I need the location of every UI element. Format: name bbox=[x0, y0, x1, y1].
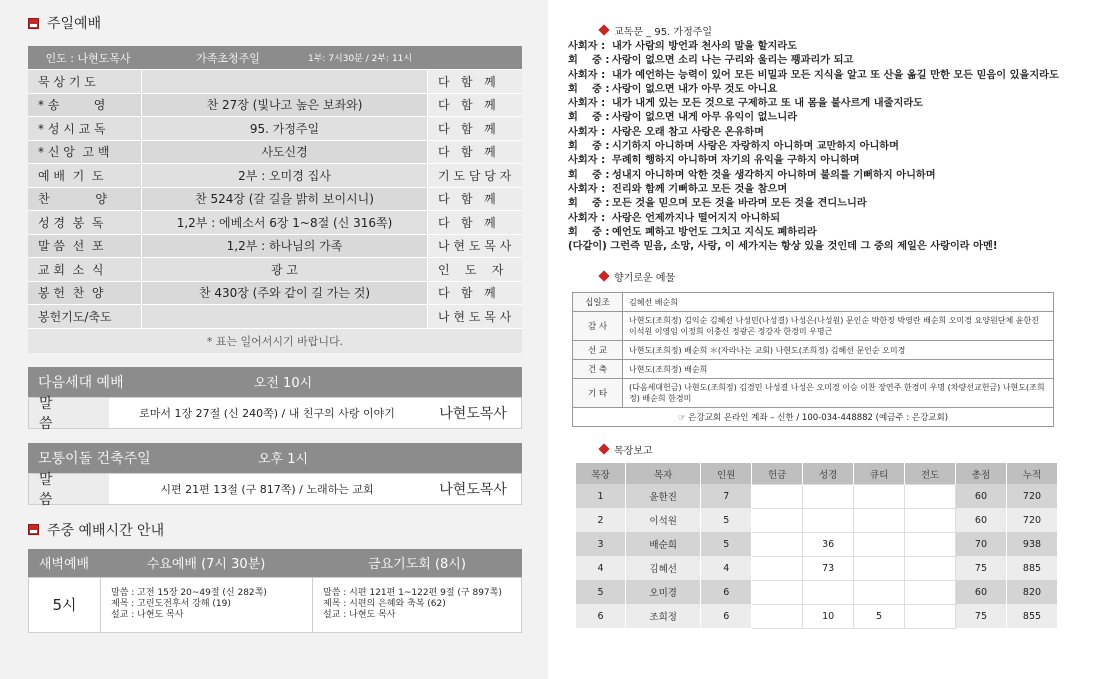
right-panel bbox=[560, 0, 1100, 679]
litany-speaker: 회 중 : bbox=[568, 169, 610, 181]
litany-text-line: 내가 예언하는 능력이 있어 모든 비밀과 모든 지식을 알고 또 산을 옮길 만한 모든 믿음이 있을지라도 bbox=[612, 69, 1059, 81]
pastoral-cell: 5 bbox=[701, 532, 752, 556]
offering-names: (다음세대헌금) 나현도(조희정) 김경민 나성결 나성은 오미경 이승 이찬 장연주 한경미 우명 (차량선교헌금) 나현도(조희정) 배순희 한경미 bbox=[623, 379, 1054, 408]
pastoral-cell bbox=[752, 556, 803, 580]
worship-content: 찬 430장 (주와 같이 길 가는 것) bbox=[142, 282, 428, 305]
pastoral-row bbox=[576, 508, 1058, 532]
diamond-icon bbox=[598, 24, 609, 35]
litany-line bbox=[568, 226, 1100, 240]
litany-line bbox=[568, 183, 1100, 197]
litany-text-line: 시기하지 아니하며 사랑은 자랑하지 아니하며 교만하지 아니하며 bbox=[612, 141, 899, 153]
worship-item: * 성 시 교 독 bbox=[28, 117, 142, 140]
worship-who: 다 함 께 bbox=[428, 94, 522, 117]
litany-text-line: 내가 내게 있는 모든 것으로 구제하고 또 내 몸을 불사르게 내줄지라도 bbox=[612, 98, 924, 110]
worship-content: 사도신경 bbox=[142, 141, 428, 164]
worship-item: 봉 헌 찬 양 bbox=[28, 282, 142, 305]
pastoral-cell: 10 bbox=[803, 604, 854, 628]
dawn-header: 새벽예배 bbox=[38, 557, 90, 572]
pastoral-cell bbox=[854, 580, 905, 604]
offering-names: 김혜선 배순희 bbox=[623, 293, 1054, 312]
litany-text-line: 사랑이 없으면 내가 아무 것도 아니요 bbox=[612, 83, 778, 95]
offering-kind: 감 사 bbox=[573, 312, 623, 341]
pastoral-header-cell: 총점 bbox=[956, 463, 1007, 484]
offering-kind: 기 타 bbox=[573, 379, 623, 408]
litany-line bbox=[568, 69, 1100, 83]
offering-footer-row bbox=[573, 408, 1054, 427]
worship-content: 찬 27장 (빛나고 높은 보좌와) bbox=[142, 94, 428, 117]
pastoral-cell: 75 bbox=[956, 556, 1007, 580]
pastoral-cell bbox=[803, 484, 854, 508]
worship-leader: 인도 : 나현도목사 bbox=[45, 51, 131, 65]
wed-preacher: 설교 : 나현도 목사 bbox=[111, 609, 184, 620]
worship-section-title bbox=[28, 10, 522, 36]
next-gen-content: 로마서 1장 27절 (신 240쪽) / 내 친구의 사랑 이야기 bbox=[139, 406, 395, 420]
litany-line bbox=[568, 97, 1100, 111]
pastoral-cell bbox=[905, 580, 956, 604]
litany-speaker: 회 중 : bbox=[568, 198, 610, 210]
pastoral-cell bbox=[803, 508, 854, 532]
pastoral-table bbox=[576, 463, 1058, 629]
pastoral-cell: 60 bbox=[956, 484, 1007, 508]
pastoral-cell: 1 bbox=[576, 484, 626, 508]
offering-title-row bbox=[600, 268, 1100, 284]
litany-text-line: 진리와 함께 기뻐하고 모든 것을 참으며 bbox=[612, 183, 788, 195]
pastoral-cell bbox=[905, 532, 956, 556]
pastoral-cell: 오미경 bbox=[626, 580, 701, 604]
litany-line bbox=[568, 169, 1100, 183]
left-panel bbox=[0, 0, 548, 679]
pastoral-cell: 4 bbox=[701, 556, 752, 580]
weekly-table bbox=[28, 549, 522, 633]
worship-who: 인 도 자 bbox=[428, 258, 522, 281]
worship-who: 기 도 담 당 자 bbox=[428, 164, 522, 187]
pastoral-row bbox=[576, 604, 1058, 628]
bullet-icon bbox=[28, 18, 39, 29]
worship-item: * 신 앙 고 백 bbox=[28, 141, 142, 164]
pastoral-cell: 5 bbox=[854, 604, 905, 628]
worship-row bbox=[28, 282, 522, 306]
litany-title-row bbox=[600, 22, 1100, 38]
litany-text-line: 사랑이 없으면 내게 아무 유익이 없느니라 bbox=[612, 112, 798, 124]
offering-row bbox=[573, 341, 1054, 360]
worship-content: 1,2부 : 하나님의 가족 bbox=[142, 235, 428, 258]
worship-row bbox=[28, 235, 522, 259]
pastoral-row bbox=[576, 532, 1058, 556]
worship-content: 찬 524장 (갈 길을 밝히 보이시니) bbox=[142, 188, 428, 211]
next-gen-title: 다음세대 예배 bbox=[38, 374, 124, 391]
pastoral-cell: 5 bbox=[576, 580, 626, 604]
pastoral-header-cell: 누적 bbox=[1006, 463, 1057, 484]
pastoral-cell: 820 bbox=[1006, 580, 1057, 604]
worship-who: 다 함 께 bbox=[428, 188, 522, 211]
diamond-icon bbox=[598, 271, 609, 282]
litany-line bbox=[568, 140, 1100, 154]
offering-section bbox=[568, 268, 1100, 427]
offering-row bbox=[573, 360, 1054, 379]
litany-line bbox=[568, 126, 1100, 140]
worship-who: 다 함 께 bbox=[428, 70, 522, 93]
worship-who: 다 함 께 bbox=[428, 282, 522, 305]
worship-row bbox=[28, 94, 522, 118]
worship-row bbox=[28, 70, 522, 94]
pastoral-row bbox=[576, 580, 1058, 604]
worship-content: 광 고 bbox=[142, 258, 428, 281]
worship-row bbox=[28, 188, 522, 212]
litany-line bbox=[568, 83, 1100, 97]
litany-speaker: 회 중 : bbox=[568, 83, 610, 95]
pastoral-cell: 조희정 bbox=[626, 604, 701, 628]
pastoral-cell: 김혜선 bbox=[626, 556, 701, 580]
dawn-time: 5시 bbox=[29, 578, 101, 632]
worship-who: 다 함 께 bbox=[428, 211, 522, 234]
worship-item: 말 씀 선 포 bbox=[28, 235, 142, 258]
pastoral-cell bbox=[752, 580, 803, 604]
litany-line bbox=[568, 240, 1100, 254]
litany-speaker: 사회자 : bbox=[568, 183, 606, 195]
worship-content bbox=[142, 305, 428, 328]
offering-table bbox=[572, 292, 1054, 427]
weekly-section-title bbox=[28, 517, 522, 543]
pastoral-cell bbox=[905, 484, 956, 508]
litany-speaker: 사회자 : bbox=[568, 98, 606, 110]
pastoral-cell: 720 bbox=[1006, 484, 1057, 508]
pastoral-title: 목장보고 bbox=[614, 445, 653, 457]
litany-speaker: 회 중 : bbox=[568, 141, 610, 153]
pastoral-header-cell: 큐티 bbox=[854, 463, 905, 484]
pastoral-cell bbox=[854, 508, 905, 532]
pastoral-cell: 855 bbox=[1006, 604, 1057, 628]
pastoral-cell bbox=[752, 532, 803, 556]
weekly-body bbox=[28, 577, 522, 633]
pastoral-row bbox=[576, 556, 1058, 580]
offering-kind: 선 교 bbox=[573, 341, 623, 360]
pastoral-cell: 938 bbox=[1006, 532, 1057, 556]
worship-row bbox=[28, 211, 522, 235]
weekly-header bbox=[28, 549, 522, 577]
worship-item: 묵 상 기 도 bbox=[28, 70, 142, 93]
pastoral-section bbox=[568, 441, 1100, 629]
worship-who: 다 함 께 bbox=[428, 141, 522, 164]
litany-text-line: (다같이) 그런즉 믿음, 소망, 사랑, 이 세가지는 항상 있을 것인데 그 중의 제일은 사랑이라 아멘! bbox=[568, 241, 998, 253]
fri-header: 금요기도회 (8시) bbox=[368, 557, 466, 572]
worship-theme: 가족초청주일 bbox=[196, 51, 260, 65]
offering-kind: 십일조 bbox=[573, 293, 623, 312]
pastoral-header-cell: 목자 bbox=[626, 463, 701, 484]
bullet-icon bbox=[28, 524, 39, 535]
litany-text-line: 모든 것을 믿으며 모든 것을 바라며 모든 것을 견디느니라 bbox=[612, 198, 867, 210]
worship-item: 찬 양 bbox=[28, 188, 142, 211]
worship-who: 나 현 도 목 사 bbox=[428, 305, 522, 328]
offering-names: 나현도(조희정) 김익순 김혜선 나성민(나성결) 나성은(나성원) 문인순 박한정 박영란 배순희 오미경 요양원단체 윤한진 이석원 이영임 이정희 이충신 정광곤 정강자 한경미 우명근 bbox=[623, 312, 1054, 341]
litany-line bbox=[568, 212, 1100, 226]
worship-row bbox=[28, 305, 522, 329]
litany-speaker: 회 중 : bbox=[568, 112, 610, 124]
litany-text-line: 사랑은 오래 참고 사랑은 온유하며 bbox=[612, 126, 764, 138]
pastoral-cell: 6 bbox=[701, 604, 752, 628]
worship-row bbox=[28, 164, 522, 188]
worship-times: 1부: 7시30분 / 2부: 11시 bbox=[308, 54, 413, 64]
worship-content: 1,2부 : 에베소서 6장 1~8절 (신 316쪽) bbox=[142, 211, 428, 234]
fri-scripture: 말씀 : 시편 121편 1~122편 9절 (구 897쪽) bbox=[323, 587, 502, 598]
worship-note: * 표는 일어서시기 바랍니다. bbox=[28, 329, 522, 353]
litany-speaker: 회 중 : bbox=[568, 226, 610, 238]
pastoral-cell bbox=[905, 556, 956, 580]
pastoral-cell: 70 bbox=[956, 532, 1007, 556]
fri-details bbox=[313, 578, 521, 632]
litany-speaker: 사회자 : bbox=[568, 69, 606, 81]
pastoral-cell: 4 bbox=[576, 556, 626, 580]
litany-text-line: 사랑이 없으면 소리 나는 구리와 울리는 꽹과리가 되고 bbox=[612, 55, 854, 67]
pastoral-cell: 60 bbox=[956, 508, 1007, 532]
building-body bbox=[28, 471, 522, 508]
next-gen-time: 오전 10시 bbox=[253, 376, 313, 391]
pastoral-cell: 배순희 bbox=[626, 532, 701, 556]
next-gen-label: 말 씀 bbox=[29, 398, 109, 428]
pastoral-cell: 720 bbox=[1006, 508, 1057, 532]
diamond-icon bbox=[598, 444, 609, 455]
pastoral-cell: 이석원 bbox=[626, 508, 701, 532]
offering-kind: 건 축 bbox=[573, 360, 623, 379]
litany-line bbox=[568, 54, 1100, 68]
litany-text-line: 성내지 아니하며 악한 것을 생각하지 아니하며 불의를 기뻐하지 아니하며 bbox=[612, 169, 936, 181]
pastoral-cell bbox=[752, 508, 803, 532]
pastoral-header-cell: 전도 bbox=[905, 463, 956, 484]
offering-account: ☞ 은강교회 온라인 계좌 – 신한 / 100-034-448882 (예금주 : 은강교회) bbox=[573, 408, 1054, 427]
worship-content: 2부 : 오미경 집사 bbox=[142, 164, 428, 187]
litany-speaker: 사회자 : bbox=[568, 212, 606, 224]
worship-item: 예 배 기 도 bbox=[28, 164, 142, 187]
offering-row bbox=[573, 379, 1054, 408]
pastoral-row bbox=[576, 484, 1058, 508]
building-box bbox=[28, 443, 522, 508]
offering-names: 나현도(조희정) 배순희 bbox=[623, 360, 1054, 379]
next-gen-body bbox=[28, 395, 522, 432]
pastoral-cell: 2 bbox=[576, 508, 626, 532]
wed-subject: 제목 : 고린도전후서 강해 (19) bbox=[111, 598, 231, 609]
pastoral-cell: 3 bbox=[576, 532, 626, 556]
worship-row bbox=[28, 141, 522, 165]
litany-line bbox=[568, 154, 1100, 168]
pastoral-cell bbox=[854, 556, 905, 580]
pastoral-cell bbox=[752, 604, 803, 628]
worship-content: 95. 가정주일 bbox=[142, 117, 428, 140]
fri-preacher: 설교 : 나현도 목사 bbox=[323, 609, 396, 620]
pastoral-cell: 36 bbox=[803, 532, 854, 556]
offering-title: 향기로운 예물 bbox=[614, 272, 676, 284]
next-gen-box bbox=[28, 367, 522, 432]
next-gen-preacher: 나현도목사 bbox=[439, 405, 507, 422]
litany-line bbox=[568, 40, 1100, 54]
worship-header-row bbox=[28, 46, 522, 70]
worship-item: 성 경 봉 독 bbox=[28, 211, 142, 234]
pastoral-cell: 윤한진 bbox=[626, 484, 701, 508]
pastoral-cell: 7 bbox=[701, 484, 752, 508]
building-title: 모퉁이돌 건축주일 bbox=[38, 450, 151, 467]
pastoral-cell: 73 bbox=[803, 556, 854, 580]
litany-line bbox=[568, 111, 1100, 125]
weekly-title: 주중 예배시간 안내 bbox=[47, 522, 165, 539]
worship-row bbox=[28, 258, 522, 282]
pastoral-header-cell: 목장 bbox=[576, 463, 626, 484]
worship-row bbox=[28, 117, 522, 141]
pastoral-cell: 60 bbox=[956, 580, 1007, 604]
wed-header: 수요예배 (7시 30분) bbox=[146, 557, 266, 572]
pastoral-cell: 75 bbox=[956, 604, 1007, 628]
pastoral-header-cell: 헌금 bbox=[752, 463, 803, 484]
pastoral-header-cell: 성경 bbox=[803, 463, 854, 484]
worship-item: 교 회 소 식 bbox=[28, 258, 142, 281]
litany-text-line: 예언도 폐하고 방언도 그치고 지식도 폐하리라 bbox=[612, 226, 817, 238]
pastoral-cell bbox=[854, 532, 905, 556]
pastoral-header-cell: 인원 bbox=[701, 463, 752, 484]
litany-text-line: 무례히 행하지 아니하며 자기의 유익을 구하지 아니하며 bbox=[612, 155, 860, 167]
offering-names: 나현도(조희정) 배순희 ＊(자라나는 교회) 나현도(조희정) 김혜선 문인순 오미경 bbox=[623, 341, 1054, 360]
litany-speaker: 회 중 : bbox=[568, 55, 610, 67]
litany-text-line: 사랑은 언제까지나 떨어지지 아니하되 bbox=[612, 212, 781, 224]
worship-item: * 송 영 bbox=[28, 94, 142, 117]
pastoral-cell bbox=[854, 484, 905, 508]
pastoral-title-row bbox=[600, 441, 1100, 457]
fri-subject: 제목 : 시편의 은혜와 축복 (62) bbox=[323, 598, 446, 609]
building-label: 말 씀 bbox=[29, 474, 109, 504]
litany-text bbox=[568, 40, 1100, 254]
worship-order-table bbox=[28, 46, 522, 353]
building-content: 시편 21편 13절 (구 817쪽) / 노래하는 교회 bbox=[160, 482, 374, 496]
offering-row bbox=[573, 293, 1054, 312]
litany-speaker: 사회자 : bbox=[568, 41, 606, 52]
litany-line bbox=[568, 197, 1100, 211]
pastoral-cell bbox=[803, 580, 854, 604]
building-preacher: 나현도목사 bbox=[439, 481, 507, 498]
litany-text-line: 내가 사람의 방언과 천사의 말을 할지라도 bbox=[612, 41, 798, 52]
worship-item: 봉헌기도/축도 bbox=[28, 305, 142, 328]
wed-details bbox=[101, 578, 313, 632]
worship-who: 다 함 께 bbox=[428, 117, 522, 140]
worship-who: 나 현 도 목 사 bbox=[428, 235, 522, 258]
wed-scripture: 말씀 : 고전 15장 20~49절 (신 282쪽) bbox=[111, 587, 267, 598]
pastoral-cell: 5 bbox=[701, 508, 752, 532]
worship-content bbox=[142, 70, 428, 93]
pastoral-cell: 6 bbox=[701, 580, 752, 604]
pastoral-cell bbox=[905, 508, 956, 532]
pastoral-cell: 885 bbox=[1006, 556, 1057, 580]
litany-speaker: 사회자 : bbox=[568, 126, 606, 138]
litany-title: 교독문 _ 95. 가정주일 bbox=[614, 26, 713, 38]
pastoral-cell bbox=[752, 484, 803, 508]
offering-row bbox=[573, 312, 1054, 341]
litany-speaker: 사회자 : bbox=[568, 155, 606, 167]
worship-title: 주일예배 bbox=[47, 16, 102, 32]
pastoral-cell: 6 bbox=[576, 604, 626, 628]
building-time: 오후 1시 bbox=[257, 452, 309, 467]
pastoral-cell bbox=[905, 604, 956, 628]
